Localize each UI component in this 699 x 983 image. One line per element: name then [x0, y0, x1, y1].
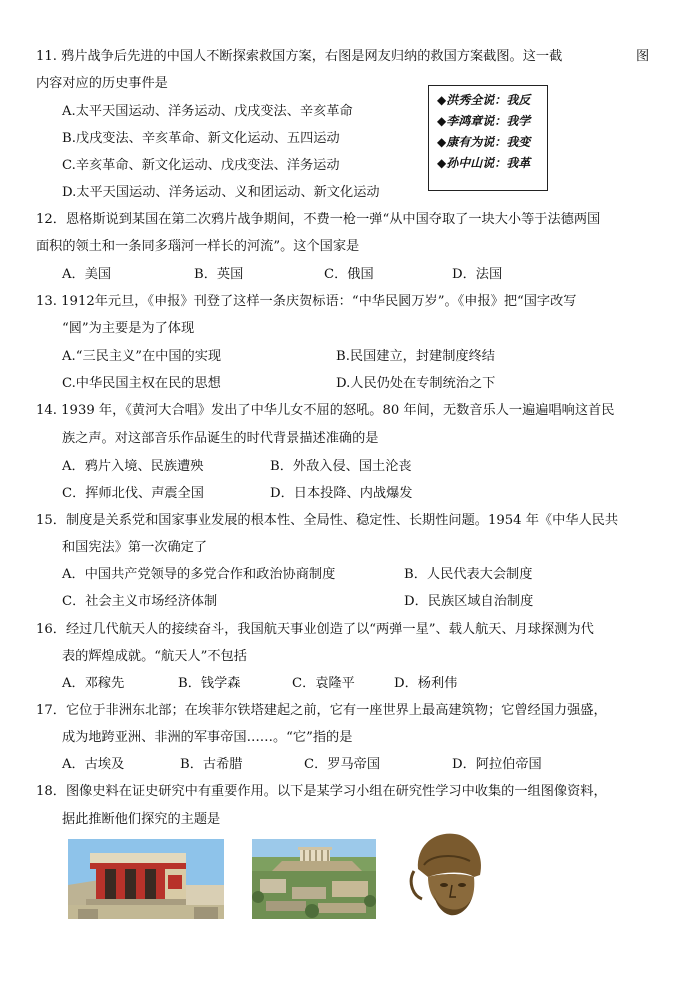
q12-option-b: B．英国 [194, 267, 244, 282]
q12-stem-line2: 面积的领土和一条同多瑙河一样长的河流”。这个国家是 [36, 239, 360, 254]
q11-stem-tail: 图 [636, 49, 650, 64]
quote-hong: ◆洪秀全说：我反 [437, 93, 531, 107]
q11-option-c: C.辛亥革命、新文化运动、戊戌变法、洋务运动 [62, 158, 340, 173]
q14-stem-line1: 14. 1939 年，《黄河大合唱》发出了中华儿女不屈的怒吼。80 年间，无数音乐人一遍遍唱响这首民 [36, 403, 615, 418]
q15-option-b: B．人民代表大会制度 [404, 567, 533, 582]
q11-stem-line2: 内容对应的历史事件是 [36, 76, 168, 91]
q11-quote-box [428, 85, 548, 191]
q14-option-d: D．日本投降、内战爆发 [270, 486, 413, 501]
q16-stem-line1: 16．经过几代航天人的接续奋斗，我国航天事业创造了以“两弹一星”、载人航天、月球探测为代 [36, 622, 594, 637]
quote-kang: ◆康有为说：我变 [437, 135, 531, 149]
q14-option-c: C．挥师北伐、声震全国 [62, 486, 204, 501]
q11-option-b: B.戊戌变法、辛亥革命、新文化运动、五四运动 [62, 131, 340, 146]
q14-option-a: A．鸦片入境、民族遭殃 [62, 459, 204, 474]
knossos-palace-image [68, 839, 224, 919]
q16-option-b: B．钱学森 [178, 676, 241, 691]
q13-stem-line2: “囻”为主要是为了体现 [62, 321, 195, 336]
quote-sun: ◆孙中山说：我革 [437, 156, 531, 170]
q15-option-a: A．中国共产党领导的多党合作和政治协商制度 [62, 567, 336, 582]
acropolis-image [252, 839, 376, 919]
q13-option-d: D.人民仍处在专制统治之下 [336, 376, 496, 391]
q12-option-a: A．美国 [62, 267, 112, 282]
q16-stem-line2: 表的辉煌成就。“航天人”不包括 [62, 649, 247, 664]
q16-option-c: C．袁隆平 [292, 676, 355, 691]
q17-option-a: A．古埃及 [62, 757, 125, 772]
pericles-bust-image [404, 825, 488, 919]
q12-option-c: C．俄国 [324, 267, 374, 282]
q17-option-c: C．罗马帝国 [304, 757, 381, 772]
q17-stem-line1: 17．它位于非洲东北部；在埃菲尔铁塔建起之前，它有一座世界上最高建筑物；它曾经国力强盛， [36, 703, 607, 718]
q15-option-d: D．民族区域自治制度 [404, 594, 534, 609]
q15-option-c: C．社会主义市场经济体制 [62, 594, 218, 609]
q18-stem-line2: 据此推断他们探究的主题是 [62, 812, 221, 827]
q14-option-b: B．外敌入侵、国土沦丧 [270, 459, 412, 474]
q12-stem-line1: 12．恩格斯说到某国在第二次鸦片战争期间，不费一枪一弹“从中国夺取了一块大小等于法德两国 [36, 212, 601, 227]
q11-option-d: D.太平天国运动、洋务运动、义和团运动、新文化运动 [62, 185, 380, 200]
q17-option-b: B．古希腊 [180, 757, 243, 772]
q17-option-d: D．阿拉伯帝国 [452, 757, 542, 772]
q15-stem-line1: 15．制度是关系党和国家事业发展的根本性、全局性、稳定性、长期性问题。1954 年《中华人民共 [36, 513, 619, 528]
q13-option-a: A.“三民主义”在中国的实现 [62, 349, 222, 364]
q16-option-a: A．邓稼先 [62, 676, 125, 691]
q13-stem-line1: 13. 1912年元旦，《申报》刊登了这样一条庆贺标语：“中华民囻万岁”。《申报》把“国字改写 [36, 294, 577, 309]
q12-option-d: D．法国 [452, 267, 503, 282]
q17-stem-line2: 成为地跨亚洲、非洲的军事帝国……。“它”指的是 [62, 730, 353, 745]
q11-option-a: A.太平天国运动、洋务运动、戊戌变法、辛亥革命 [62, 104, 353, 119]
quote-li: ◆李鸿章说：我学 [437, 114, 531, 128]
q16-option-d: D．杨利伟 [394, 676, 458, 691]
q15-stem-line2: 和国宪法》第一次确定了 [62, 540, 208, 555]
q11-stem-line1: 11. 鸦片战争后先进的中国人不断探索救国方案，右图是网友归纳的救国方案截图。这一截 [36, 49, 563, 64]
q13-option-b: B.民国建立，封建制度终结 [336, 349, 495, 364]
q13-option-c: C.中华民国主权在民的思想 [62, 376, 221, 391]
q18-stem-line1: 18．图像史料在证史研究中有重要作用。以下是某学习小组在研究性学习中收集的一组图像资料， [36, 784, 607, 799]
q14-stem-line2: 族之声。对这部音乐作品诞生的时代背景描述准确的是 [62, 431, 379, 446]
